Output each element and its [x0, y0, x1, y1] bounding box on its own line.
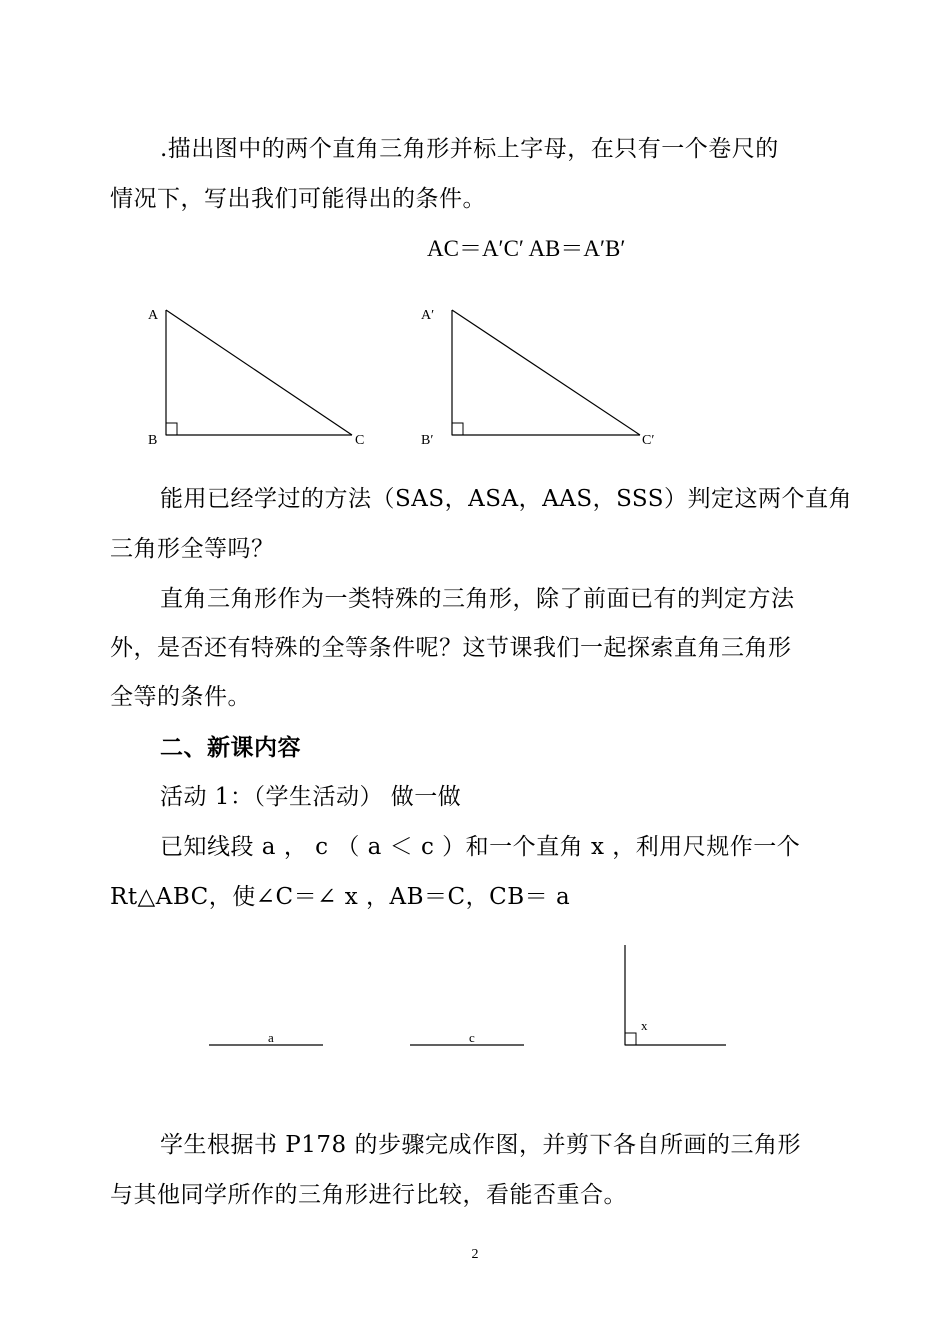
section-heading: 二、新课内容 — [160, 734, 301, 761]
triangles-figure — [0, 290, 950, 460]
vertex-label-c-prime: C′ — [642, 433, 655, 448]
angle-x-label: x — [641, 1018, 648, 1033]
intro-line-2: 情况下，写出我们可能得出的条件。 — [110, 186, 486, 212]
segment-a-label: a — [268, 1030, 274, 1045]
page-number: 2 — [471, 1247, 479, 1262]
paragraph-line-1: 直角三角形作为一类特殊的三角形，除了前面已有的判定方法 — [160, 586, 795, 612]
task-line-1: 已知线段 a ， c （ a ＜ c ）和一个直角 x ，利用尺规作一个 — [160, 834, 801, 860]
right-angle-x — [625, 945, 726, 1045]
triangle-abc — [148, 308, 364, 448]
closing-line-1: 学生根据书 P178 的步骤完成作图，并剪下各自所画的三角形 — [160, 1132, 801, 1158]
vertex-label-a: A — [148, 308, 159, 323]
equation: AC＝A′C′ AB＝A′B′ — [427, 236, 626, 261]
vertex-label-b: B — [148, 433, 158, 448]
segment-c — [410, 1030, 524, 1045]
activity-line: 活动 1：（学生活动） 做一做 — [160, 784, 462, 810]
task-line-2: Rt△ABC，使∠C＝∠ x ，AB＝C，CB＝ a — [110, 884, 571, 910]
segments-figure — [0, 940, 950, 1060]
paragraph-line-2: 外，是否还有特殊的全等条件呢？这节课我们一起探索直角三角形 — [110, 635, 792, 661]
segment-a — [209, 1030, 323, 1045]
intro-line-1: .描出图中的两个直角三角形并标上字母，在只有一个卷尺的 — [160, 136, 779, 162]
vertex-label-c: C — [355, 433, 365, 448]
triangle-a1b1c1 — [421, 308, 654, 448]
segment-c-label: c — [469, 1030, 475, 1045]
question-line-1: 能用已经学过的方法（SAS，ASA，AAS，SSS）判定这两个直角 — [160, 486, 853, 512]
closing-line-2: 与其他同学所作的三角形进行比较，看能否重合。 — [110, 1182, 627, 1208]
vertex-label-a-prime: A′ — [421, 308, 435, 323]
vertex-label-b-prime: B′ — [421, 433, 434, 448]
paragraph-line-3: 全等的条件。 — [110, 684, 251, 710]
question-line-2: 三角形全等吗？ — [110, 536, 275, 562]
